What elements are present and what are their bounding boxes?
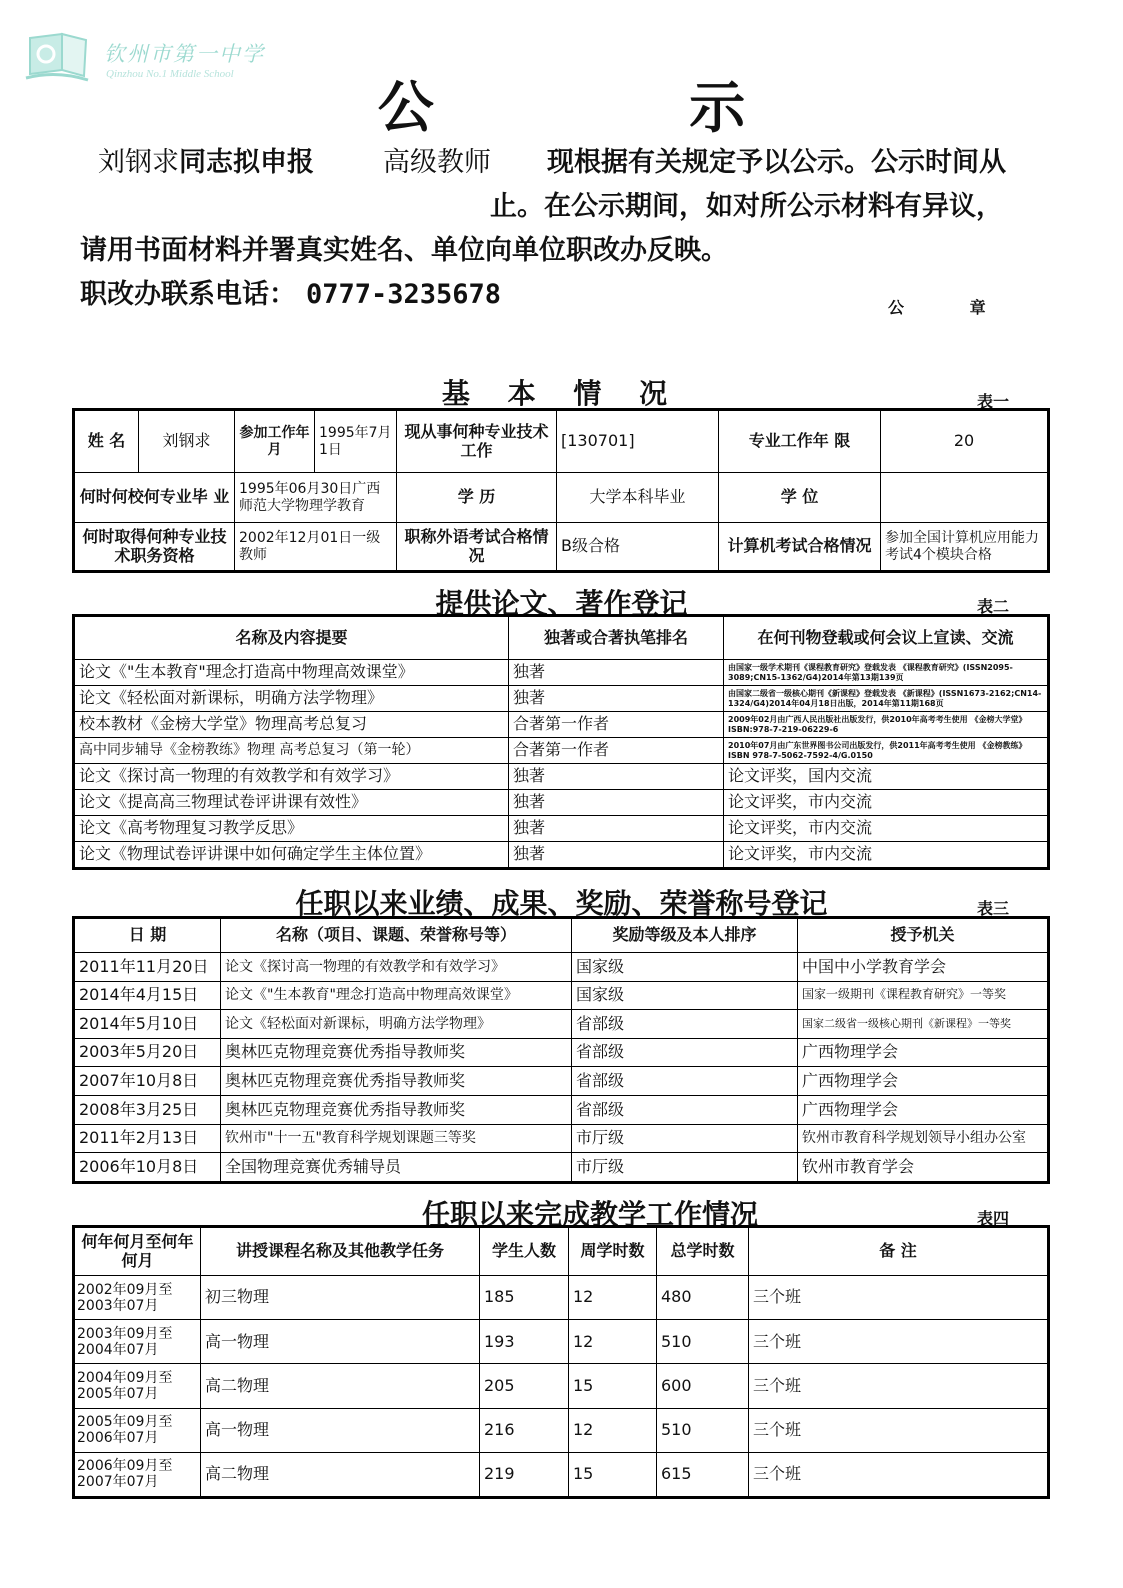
table-row xyxy=(75,764,1048,790)
teach-course: 高一物理 xyxy=(201,1408,480,1452)
contact-line xyxy=(80,272,501,311)
qualification-value: 2002年12月01日一级教师 xyxy=(235,523,397,571)
table-row xyxy=(75,1095,1048,1124)
paper-venue: 由国家二级省一级核心期刊《新课程》登载发表 《新课程》(ISSN1673-2162;CN14-1324/G4)2014年04月18日出版，2014年第11期168页 xyxy=(724,686,1048,712)
paper-author: 独著 xyxy=(509,842,724,868)
paper-author: 独著 xyxy=(509,660,724,686)
name-label: 姓 名 xyxy=(75,411,139,473)
teach-weekly: 12 xyxy=(569,1276,657,1320)
teaching-rows xyxy=(75,1276,1048,1497)
basic-info-table xyxy=(74,410,1048,571)
table-row xyxy=(75,1276,1048,1320)
table-row xyxy=(75,1408,1048,1452)
notice-line-1 xyxy=(98,140,314,179)
teach-students: 185 xyxy=(480,1276,569,1320)
ach-header-name: 名称（项目、课题、荣誉称号等） xyxy=(221,919,572,953)
teach-remarks: 三个班 xyxy=(749,1364,1048,1408)
seal-label: 公 章 xyxy=(888,298,1016,317)
ach-level: 省部级 xyxy=(572,1095,798,1124)
paper-author: 独著 xyxy=(509,816,724,842)
foreign-exam-label: 职称外语考试合格情况 xyxy=(397,523,557,571)
work-start-value: 1995年7月1日 xyxy=(315,411,397,473)
ach-name: 论文《轻松面对新课标，明确方法学物理》 xyxy=(221,1010,572,1039)
ach-date: 2008年3月25日 xyxy=(75,1095,221,1124)
table-row xyxy=(75,1067,1048,1096)
paper-venue: 论文评奖，市内交流 xyxy=(724,790,1048,816)
paper-title: 论文《高考物理复习教学反思》 xyxy=(75,816,509,842)
teach-header-total: 总学时数 xyxy=(657,1228,749,1276)
phone-label: 职改办联系电话： xyxy=(80,279,296,310)
paper-title: 论文《"生本教育"理念打造高中物理高效课堂》 xyxy=(75,660,509,686)
paper-venue: 论文评奖，市内交流 xyxy=(724,816,1048,842)
table3-heading: 任职以来业绩、成果、奖励、荣誉称号登记 xyxy=(295,887,828,920)
notice-text-1: 同志拟申报 xyxy=(179,147,314,178)
teach-weekly: 12 xyxy=(569,1320,657,1364)
notice-text-2: 现根据有关规定予以公示。公示时间从 xyxy=(547,147,1006,178)
teach-remarks: 三个班 xyxy=(749,1276,1048,1320)
degree-value xyxy=(881,473,1048,523)
ach-authority: 广西物理学会 xyxy=(798,1095,1048,1124)
table-row xyxy=(75,953,1048,982)
phone-number: 0777-3235678 xyxy=(306,279,502,310)
paper-venue: 由国家一级学术期刊《课程教育研究》登载发表 《课程教育研究》(ISSN2095-3089;CN15-1362/G4)2014年第13期139页 xyxy=(724,660,1048,686)
foreign-exam-value: B级合格 xyxy=(557,523,719,571)
person-name: 刘钢求 xyxy=(98,147,179,178)
teach-course: 高一物理 xyxy=(201,1320,480,1364)
teach-total: 615 xyxy=(657,1452,749,1496)
teach-students: 205 xyxy=(480,1364,569,1408)
paper-title: 高中同步辅导《金榜教练》物理 高考总复习（第一轮） xyxy=(75,738,509,764)
paper-title: 论文《轻松面对新课标，明确方法学物理》 xyxy=(75,686,509,712)
table-row xyxy=(75,686,1048,712)
teach-period: 2006年09月至2007年07月 xyxy=(75,1452,201,1496)
table-row xyxy=(75,790,1048,816)
school-name: 钦州市第一中学 xyxy=(104,42,265,66)
table4-tag: 表四 xyxy=(977,1209,1010,1228)
paper-venue: 论文评奖，国内交流 xyxy=(724,764,1048,790)
table-row xyxy=(75,842,1048,868)
teach-total: 510 xyxy=(657,1408,749,1452)
school-name-en: Qinzhou No.1 Middle School xyxy=(106,68,234,80)
teach-students: 193 xyxy=(480,1320,569,1364)
ach-date: 2006年10月8日 xyxy=(75,1153,221,1182)
years-label: 专业工作年 限 xyxy=(719,411,881,473)
teach-students: 216 xyxy=(480,1408,569,1452)
table-row xyxy=(75,1124,1048,1153)
computer-exam-value: 参加全国计算机应用能力考试4个模块合格 xyxy=(881,523,1048,571)
table-row xyxy=(75,1153,1048,1182)
table-row xyxy=(75,1320,1048,1364)
paper-venue: 论文评奖，市内交流 xyxy=(724,842,1048,868)
table2-tag: 表二 xyxy=(977,597,1010,616)
papers-table xyxy=(74,616,1048,868)
teach-header-period: 何年何月至何年何月 xyxy=(75,1228,201,1276)
years-value: 20 xyxy=(881,411,1048,473)
paper-author: 合著第一作者 xyxy=(509,712,724,738)
ach-date: 2007年10月8日 xyxy=(75,1067,221,1096)
teach-weekly: 15 xyxy=(569,1452,657,1496)
teaching-table xyxy=(74,1227,1048,1497)
paper-title: 论文《物理试卷评讲课中如何确定学生主体位置》 xyxy=(75,842,509,868)
papers-header-title: 名称及内容提要 xyxy=(75,617,509,660)
teach-header-course: 讲授课程名称及其他教学任务 xyxy=(201,1228,480,1276)
table3-tag: 表三 xyxy=(977,899,1010,918)
paper-venue: 2010年07月由广东世界图书公司出版发行，供2011年高考考生使用 《金榜教练》ISBN 978-7-5062-7592-4/G.0150 xyxy=(724,738,1048,764)
paper-author: 独著 xyxy=(509,764,724,790)
teach-period: 2004年09月至2005年07月 xyxy=(75,1364,201,1408)
table-row xyxy=(75,1364,1048,1408)
paper-title: 校本教材《金榜大学堂》物理高考总复习 xyxy=(75,712,509,738)
paper-title: 论文《提高高三物理试卷评讲课有效性》 xyxy=(75,790,509,816)
teach-total: 600 xyxy=(657,1364,749,1408)
teach-weekly: 12 xyxy=(569,1408,657,1452)
teach-header-students: 学生人数 xyxy=(480,1228,569,1276)
ach-authority: 国家一级期刊《课程教育研究》一等奖 xyxy=(798,981,1048,1010)
teach-period: 2002年09月至2003年07月 xyxy=(75,1276,201,1320)
paper-venue: 2009年02月由广西人民出版社出版发行，供2010年高考考生使用 《金榜大学堂》ISBN:978-7-219-06229-6 xyxy=(724,712,1048,738)
ach-name: 奥林匹克物理竞赛优秀指导教师奖 xyxy=(221,1067,572,1096)
teach-header-remarks: 备 注 xyxy=(749,1228,1048,1276)
applied-title: 高级教师 xyxy=(383,147,491,178)
ach-date: 2014年5月10日 xyxy=(75,1010,221,1039)
notice-text-4: 请用书面材料并署真实姓名、单位向单位职改办反映。 xyxy=(80,235,728,266)
teach-course: 高二物理 xyxy=(201,1364,480,1408)
ach-level: 省部级 xyxy=(572,1010,798,1039)
paper-author: 独著 xyxy=(509,686,724,712)
teach-course: 初三物理 xyxy=(201,1276,480,1320)
teach-course: 高二物理 xyxy=(201,1452,480,1496)
papers-header-venue: 在何刊物登载或何会议上宣读、交流 xyxy=(724,617,1048,660)
papers-rows xyxy=(75,660,1048,868)
ach-authority: 钦州市教育科学规划领导小组办公室 xyxy=(798,1124,1048,1153)
ach-level: 省部级 xyxy=(572,1067,798,1096)
table1-heading: 基 本 情 况 xyxy=(441,377,682,410)
ach-level: 国家级 xyxy=(572,953,798,982)
ach-level: 省部级 xyxy=(572,1038,798,1067)
teach-period: 2005年09月至2006年07月 xyxy=(75,1408,201,1452)
teach-header-weekly: 周学时数 xyxy=(569,1228,657,1276)
ach-date: 2011年2月13日 xyxy=(75,1124,221,1153)
table-row xyxy=(75,660,1048,686)
ach-level: 市厅级 xyxy=(572,1153,798,1182)
page-title: 公 示 xyxy=(377,75,864,141)
table-row xyxy=(75,712,1048,738)
papers-header-author: 独著或合著执笔排名 xyxy=(509,617,724,660)
table-row xyxy=(75,981,1048,1010)
table-row xyxy=(75,816,1048,842)
work-start-label: 参加工作年 月 xyxy=(235,411,315,473)
ach-authority: 广西物理学会 xyxy=(798,1067,1048,1096)
table-row xyxy=(75,1010,1048,1039)
paper-title: 论文《探讨高一物理的有效教学和有效学习》 xyxy=(75,764,509,790)
teach-remarks: 三个班 xyxy=(749,1452,1048,1496)
ach-level: 市厅级 xyxy=(572,1124,798,1153)
current-work-label: 现从事何种专业技术工作 xyxy=(397,411,557,473)
teach-total: 480 xyxy=(657,1276,749,1320)
ach-level: 国家级 xyxy=(572,981,798,1010)
degree-label: 学 位 xyxy=(719,473,881,523)
ach-authority: 国家二级省一级核心期刊《新课程》一等奖 xyxy=(798,1010,1048,1039)
name-value: 刘钢求 xyxy=(139,411,235,473)
teach-remarks: 三个班 xyxy=(749,1320,1048,1364)
teach-total: 510 xyxy=(657,1320,749,1364)
computer-exam-label: 计算机考试合格情况 xyxy=(719,523,881,571)
table-row xyxy=(75,1038,1048,1067)
ach-name: 论文《"生本教育"理念打造高中物理高效课堂》 xyxy=(221,981,572,1010)
ach-date: 2003年5月20日 xyxy=(75,1038,221,1067)
ach-name: 奥林匹克物理竞赛优秀指导教师奖 xyxy=(221,1095,572,1124)
education-value: 大学本科毕业 xyxy=(557,473,719,523)
ach-name: 全国物理竞赛优秀辅导员 xyxy=(221,1153,572,1182)
notice-text-3: 止。在公示期间，如对所公示材料有异议， xyxy=(490,191,1003,222)
table4-heading: 任职以来完成教学工作情况 xyxy=(421,1198,758,1231)
ach-header-date: 日 期 xyxy=(75,919,221,953)
graduation-label: 何时何校何专业毕 业 xyxy=(75,473,235,523)
ach-authority: 中国中小学教育学会 xyxy=(798,953,1048,982)
ach-authority: 广西物理学会 xyxy=(798,1038,1048,1067)
ach-header-level: 奖励等级及本人排序 xyxy=(572,919,798,953)
teach-remarks: 三个班 xyxy=(749,1408,1048,1452)
education-label: 学 历 xyxy=(397,473,557,523)
table-row xyxy=(75,738,1048,764)
qualification-label: 何时取得何种专业技术职务资格 xyxy=(75,523,235,571)
paper-author: 合著第一作者 xyxy=(509,738,724,764)
ach-name: 钦州市"十一五"教育科学规划课题三等奖 xyxy=(221,1124,572,1153)
current-work-value: [130701] xyxy=(557,411,719,473)
teach-students: 219 xyxy=(480,1452,569,1496)
ach-name: 论文《探讨高一物理的有效教学和有效学习》 xyxy=(221,953,572,982)
achievement-rows xyxy=(75,953,1048,1182)
table2-heading: 提供论文、著作登记 xyxy=(435,587,688,620)
ach-date: 2011年11月20日 xyxy=(75,953,221,982)
paper-author: 独著 xyxy=(509,790,724,816)
ach-authority: 钦州市教育学会 xyxy=(798,1153,1048,1182)
teach-weekly: 15 xyxy=(569,1364,657,1408)
graduation-value: 1995年06月30日广西师范大学物理学教育 xyxy=(235,473,397,523)
table1-tag: 表一 xyxy=(977,392,1010,411)
achievements-table xyxy=(74,918,1048,1182)
table-row xyxy=(75,1452,1048,1496)
ach-header-authority: 授予机关 xyxy=(798,919,1048,953)
ach-name: 奥林匹克物理竞赛优秀指导教师奖 xyxy=(221,1038,572,1067)
ach-date: 2014年4月15日 xyxy=(75,981,221,1010)
teach-period: 2003年09月至2004年07月 xyxy=(75,1320,201,1364)
